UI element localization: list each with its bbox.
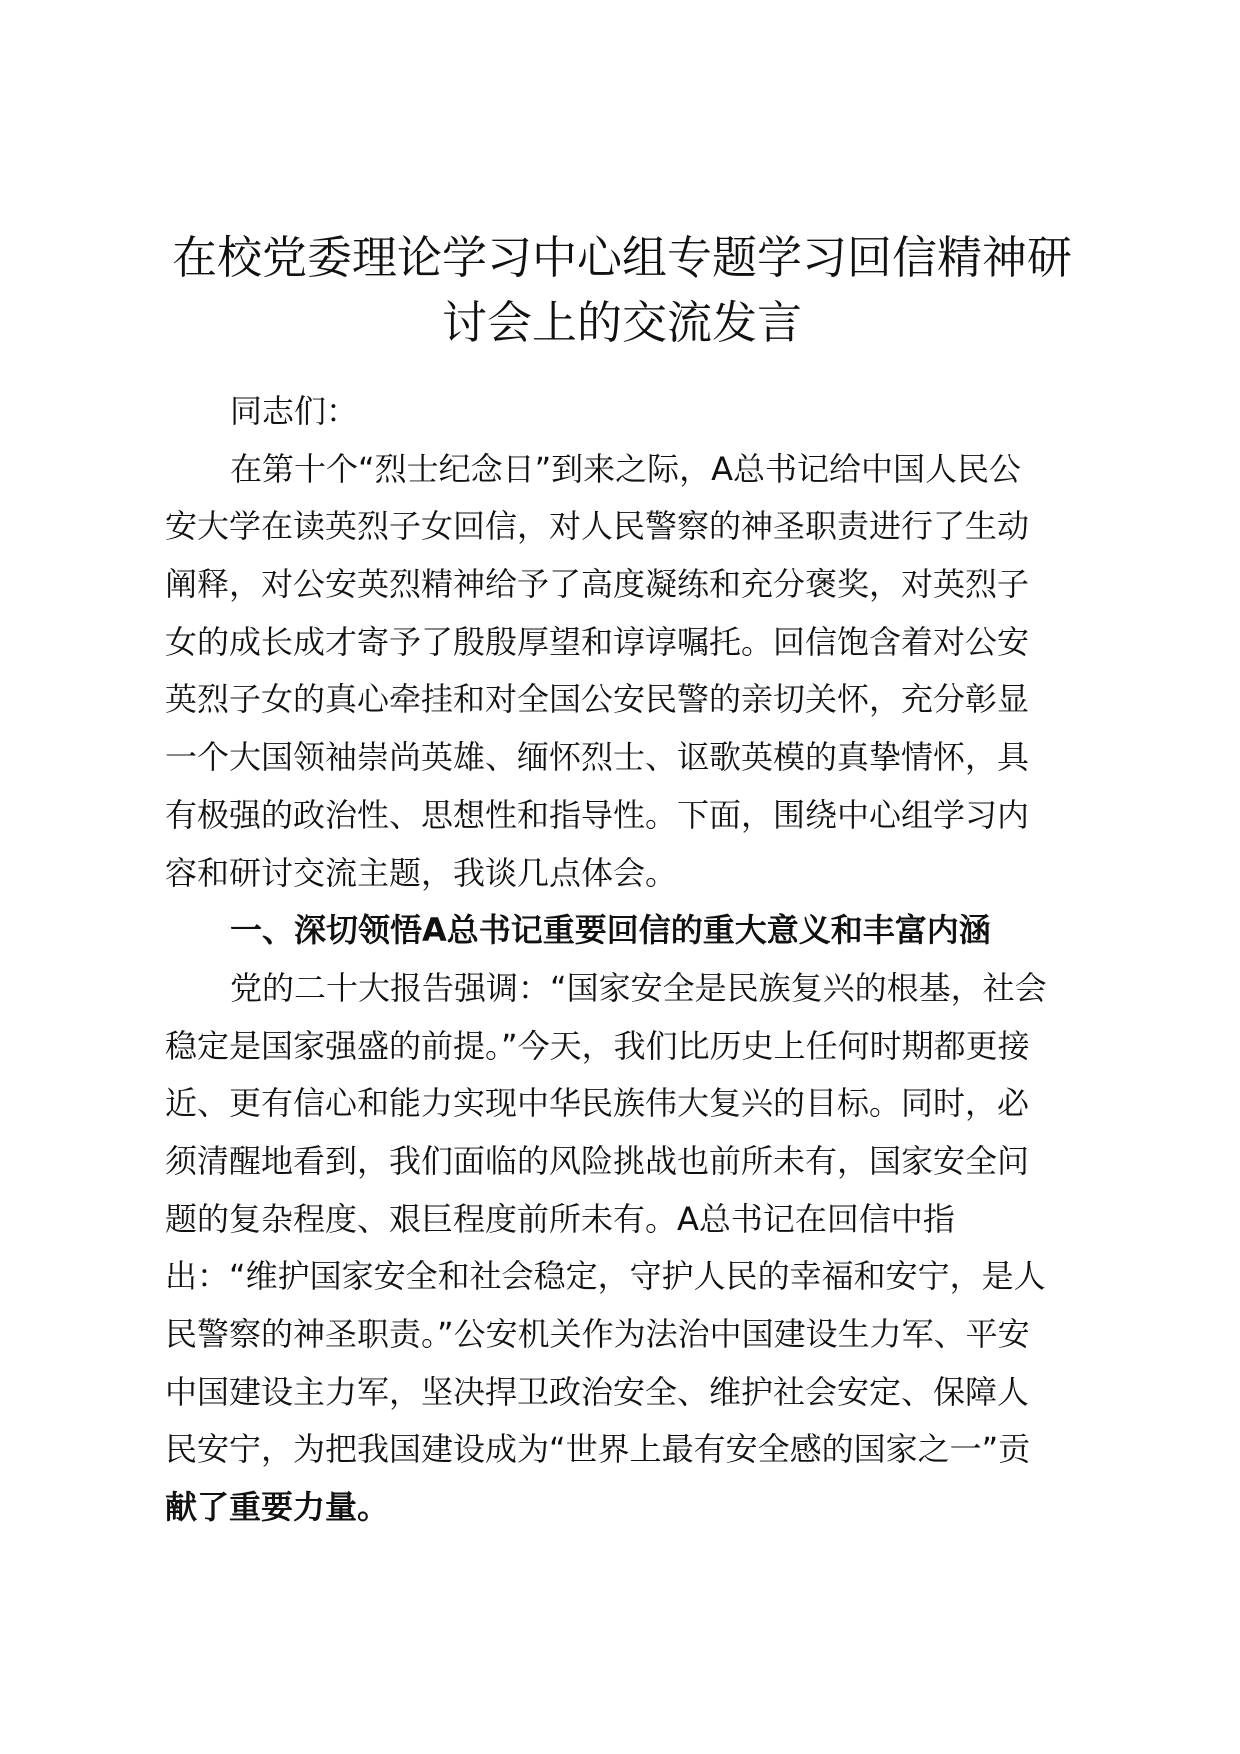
paragraph-line: 出：“维护国家安全和社会稳定，守护人民的幸福和安宁，是人 [165,1257,1046,1296]
document-body [165,383,1079,1537]
paragraph-line: 女的成长成才寄予了殷殷厚望和谆谆嘱托。回信饱含着对公安 [165,622,1030,661]
paragraph-line: 安大学在读英烈子女回信，对人民警察的神圣职责进行了生动 [165,507,1030,546]
paragraph-line: 一个大国领袖崇尚英雄、缅怀烈士、讴歌英模的真挚情怀，具 [165,738,1030,777]
paragraph-line: 题的复杂程度、艰巨程度前所未有。A总书记在回信中指 [165,1199,955,1238]
paragraph-line: 须清醒地看到，我们面临的风险挑战也前所未有，国家安全问 [165,1141,1030,1180]
paragraph-line: 民警察的神圣职责。”公安机关作为法治中国建设生力军、平安 [165,1315,1030,1353]
paragraph-line: 英烈子女的真心牵挂和对全国公安民警的亲切关怀，充分彰显 [165,680,1030,719]
section-heading-line: 一、深切领悟A总书记重要回信的重大意义和丰富内涵 [230,911,991,950]
paragraph-line: 中国建设主力军，坚决捍卫政治安全、维护社会安定、保障人 [165,1372,1030,1411]
section-heading-line: 献了重要力量。 [165,1488,390,1527]
paragraph-line: 容和研讨交流主题，我谈几点体会。 [165,853,678,892]
document-title-line-2: 讨会上的交流发言 [441,296,802,349]
document-title-line-1: 在校党委理论学习中心组专题学习回信精神研 [171,231,1072,284]
paragraph-line: 有极强的政治性、思想性和指导性。下面，围绕中心组学习内 [165,795,1030,834]
paragraph-line: 阐释，对公安英烈精神给予了高度凝练和充分褒奖，对英烈子 [165,565,1030,604]
paragraph-line: 在第十个“烈士纪念日”到来之际，A总书记给中国人民公 [230,449,1022,488]
paragraph-line: 党的二十大报告强调：“国家安全是民族复兴的根基，社会 [230,968,1047,1007]
paragraph-line: 稳定是国家强盛的前提。”今天，我们比历史上任何时期都更接 [165,1026,1030,1065]
paragraph-line: 民安宁，为把我国建设成为“世界上最有安全感的国家之一”贡 [165,1430,1031,1469]
paragraph-line: 近、更有信心和能力实现中华民族伟大复兴的目标。同时，必 [165,1084,1030,1123]
paragraph-line: 同志们： [230,392,359,430]
